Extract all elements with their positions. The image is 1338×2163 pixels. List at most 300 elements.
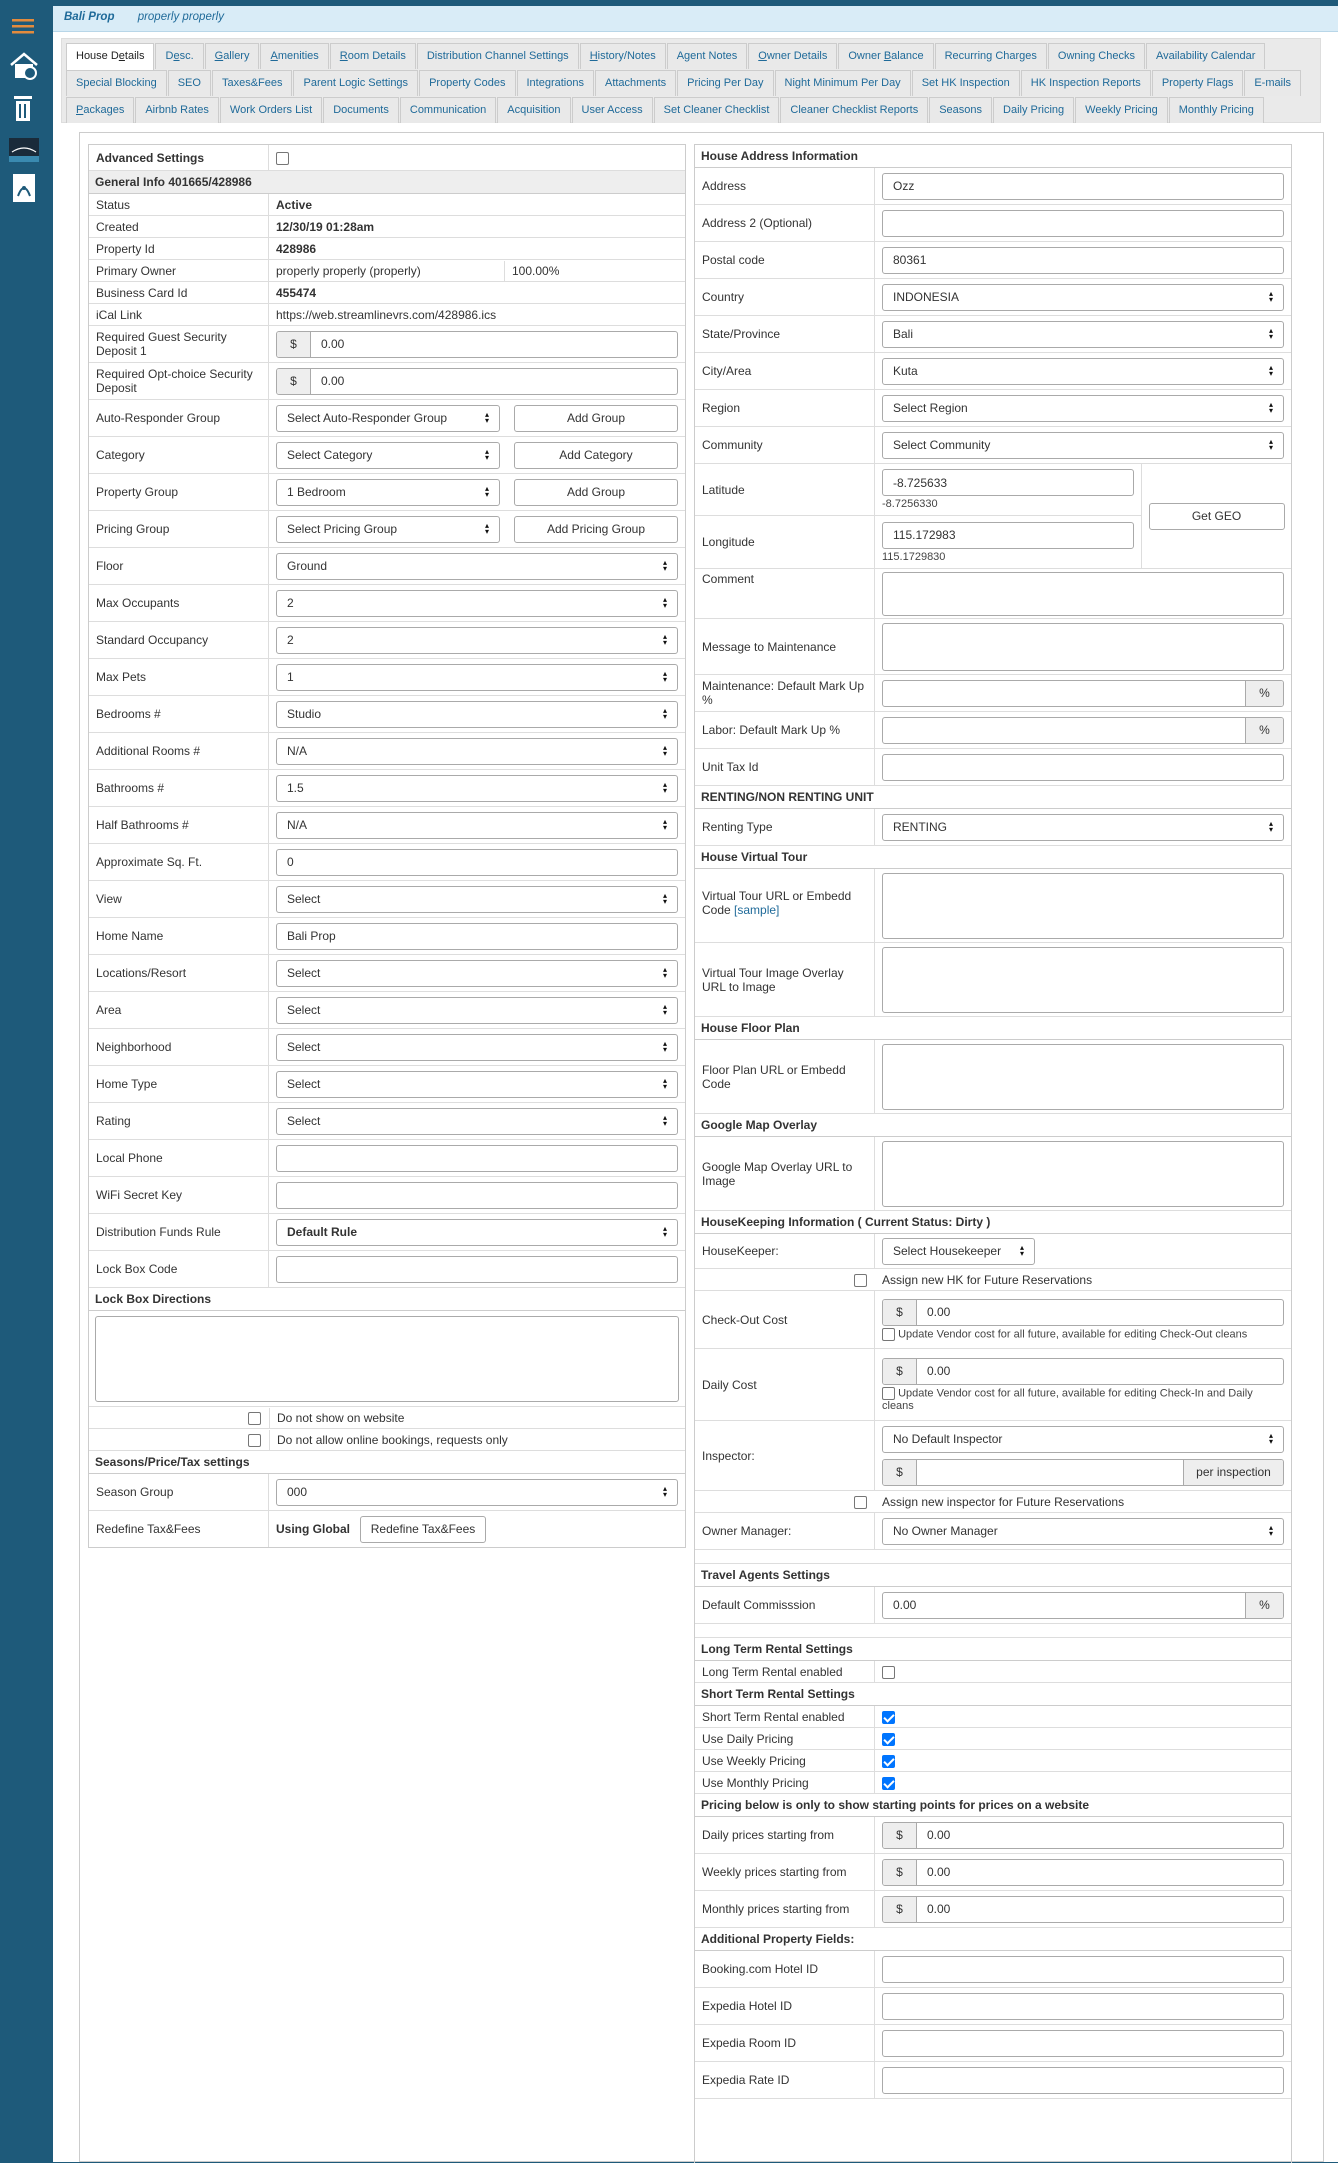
long-term-checkbox[interactable] <box>882 1666 895 1679</box>
area-label: Area <box>89 992 269 1028</box>
field-row-wifi-secret-key <box>89 1177 685 1214</box>
owner-name: properly properly <box>137 11 224 23</box>
field-row-floor <box>89 548 685 585</box>
category-value: Select Category <box>287 448 373 462</box>
percent-addon: % <box>1245 718 1283 743</box>
lock-box-code-input[interactable] <box>276 1256 678 1283</box>
floor-plan-textarea[interactable] <box>882 1044 1284 1110</box>
property-thumbnail-icon[interactable] <box>8 134 40 166</box>
tab-room-details[interactable]: Room Details <box>330 43 416 69</box>
maintenance-markup-input[interactable] <box>882 680 1284 707</box>
tab-set-hk-inspection[interactable]: Set HK Inspection <box>912 70 1020 96</box>
state-select[interactable] <box>882 321 1284 348</box>
max-occupants-select[interactable] <box>276 590 678 617</box>
tab-history-notes[interactable]: History/Notes <box>580 43 666 69</box>
tab-amenities[interactable]: Amenities <box>260 43 328 69</box>
general-info-header: General Info 401665/428986 <box>89 171 685 194</box>
rating-select[interactable] <box>276 1108 678 1135</box>
ical-label: iCal Link <box>89 304 269 325</box>
bedrooms-label: Bedrooms # <box>89 696 269 732</box>
seasons-header: Seasons/Price/Tax settings <box>89 1451 685 1474</box>
tab-distribution-channel-settings[interactable]: Distribution Channel Settings <box>417 43 579 69</box>
lock-box-code-label: Lock Box Code <box>89 1251 269 1287</box>
tab-cleaner-checklist-reports[interactable]: Cleaner Checklist Reports <box>780 97 928 123</box>
tab-bar <box>61 38 1321 123</box>
expedia-room-id-input[interactable] <box>882 2030 1284 2057</box>
tab-communication[interactable]: Communication <box>400 97 496 123</box>
currency-addon: $ <box>883 1300 917 1325</box>
tab-availability-calendar[interactable]: Availability Calendar <box>1146 43 1265 69</box>
lock-box-directions-textarea[interactable] <box>95 1316 679 1402</box>
longitude-precise: 115.1729830 <box>882 550 946 563</box>
long-term-header: Long Term Rental Settings <box>695 1638 1291 1661</box>
update-daily-checkbox[interactable] <box>882 1387 895 1400</box>
field-row-home-name <box>89 918 685 955</box>
auto-responder-group-value: Select Auto-Responder Group <box>287 411 448 425</box>
neighborhood-select[interactable] <box>276 1034 678 1061</box>
business-card-value: 455474 <box>276 285 317 300</box>
virtual-tour-sample-link[interactable]: [sample] <box>734 903 780 917</box>
checkout-cost-value: 0.00 <box>927 1305 951 1319</box>
google-map-header: Google Map Overlay <box>695 1114 1291 1137</box>
tab-house-details[interactable]: House Details <box>66 43 154 70</box>
use-weekly-pricing-checkbox[interactable] <box>882 1755 895 1768</box>
deposit1-input[interactable] <box>276 331 678 358</box>
deposit2-value: 0.00 <box>321 374 345 388</box>
city-value: Kuta <box>893 364 918 378</box>
status-value: Active <box>276 197 313 212</box>
currency-addon: $ <box>883 1460 917 1485</box>
pricing-note-header: Pricing below is only to show starting points for prices on a website <box>695 1794 1291 1817</box>
inspector-select[interactable] <box>882 1426 1284 1453</box>
comment-label: Comment <box>695 569 875 618</box>
advanced-settings-checkbox[interactable] <box>276 152 289 165</box>
title-bar <box>53 6 1338 32</box>
use-daily-pricing-label: Use Daily Pricing <box>695 1728 875 1749</box>
pricing-group-value: Select Pricing Group <box>287 522 398 536</box>
locations-resort-label: Locations/Resort <box>89 955 269 991</box>
field-row-home-type <box>89 1066 685 1103</box>
tab-seasons[interactable]: Seasons <box>929 97 992 123</box>
rating-value: Select <box>287 1114 321 1128</box>
no-online-bookings-label: Do not allow online bookings, requests only <box>269 1430 685 1450</box>
season-group-select[interactable] <box>276 1479 678 1506</box>
unit-tax-input[interactable] <box>882 754 1284 781</box>
distribution-funds-rule-value: Default Rule <box>287 1225 358 1239</box>
property-group-select[interactable] <box>276 479 500 506</box>
field-row-additional-rooms <box>89 733 685 770</box>
owner-percent: 100.00% <box>512 263 560 278</box>
approximate-sq-ft-input[interactable] <box>276 849 678 876</box>
get-geo-button[interactable]: Get GEO <box>1149 503 1285 530</box>
tab-recurring-charges[interactable]: Recurring Charges <box>935 43 1047 69</box>
tab-owner-balance[interactable]: Owner Balance <box>838 43 933 69</box>
longitude-input[interactable]: 115.172983 <box>882 522 1134 549</box>
expedia-room-id-label: Expedia Room ID <box>695 2025 875 2061</box>
assign-hk-checkbox[interactable] <box>854 1274 867 1287</box>
standard-occupancy-label: Standard Occupancy <box>89 622 269 658</box>
field-row-lock-box-code <box>89 1251 685 1288</box>
update-checkout-checkbox[interactable] <box>882 1328 895 1341</box>
virtual-tour-image-textarea[interactable] <box>882 947 1284 1013</box>
tab-seo[interactable]: SEO <box>168 70 211 96</box>
use-daily-pricing-checkbox[interactable] <box>882 1733 895 1746</box>
tab-acquisition[interactable]: Acquisition <box>497 97 570 123</box>
area-value: Select <box>287 1003 321 1017</box>
expedia-rate-id-input[interactable] <box>882 2067 1284 2094</box>
main-panel <box>53 6 1338 2162</box>
geo-block <box>695 464 1291 569</box>
advanced-settings-label: Advanced Settings <box>89 145 269 170</box>
weekly-start-input[interactable] <box>882 1859 1284 1886</box>
field-row-max-occupants <box>89 585 685 622</box>
update-checkout-label: Update Vendor cost for all future, available for editing Check-Out cleans <box>898 1327 1248 1340</box>
max-pets-value: 1 <box>287 670 294 684</box>
renting-type-select[interactable] <box>882 814 1284 841</box>
addr-value: Ozz <box>893 179 915 193</box>
pdf-icon[interactable] <box>8 172 40 204</box>
home-type-value: Select <box>287 1077 321 1091</box>
field-row-category <box>89 437 685 474</box>
bathrooms-label: Bathrooms # <box>89 770 269 806</box>
field-row-locations-resort <box>89 955 685 992</box>
floor-plan-label: Floor Plan URL or Embedd Code <box>695 1040 875 1113</box>
state-label: State/Province <box>695 316 875 352</box>
addr2-input[interactable] <box>882 210 1284 237</box>
use-weekly-pricing-label: Use Weekly Pricing <box>695 1750 875 1771</box>
inspector-value: No Default Inspector <box>893 1432 1003 1446</box>
field-row-local-phone <box>89 1140 685 1177</box>
do-not-show-label: Do not show on website <box>269 1408 685 1428</box>
google-map-label: Google Map Overlay URL to Image <box>695 1137 875 1210</box>
tab-weekly-pricing[interactable]: Weekly Pricing <box>1075 97 1168 123</box>
default-commission-label: Default Commisssion <box>695 1587 875 1623</box>
redefine-tax-button[interactable]: Redefine Tax&Fees <box>360 1516 486 1543</box>
postal-value: 80361 <box>893 253 927 267</box>
deposit2-input[interactable] <box>276 368 678 395</box>
approximate-sq-ft-value: 0 <box>287 855 294 869</box>
comm-value: Select Community <box>893 438 991 452</box>
addr-input[interactable] <box>882 173 1284 200</box>
tab-attachments[interactable]: Attachments <box>595 70 676 96</box>
distribution-funds-rule-select[interactable] <box>276 1219 678 1246</box>
field-row-standard-occupancy <box>89 622 685 659</box>
tab-desc[interactable]: Desc. <box>155 43 203 69</box>
max-occupants-label: Max Occupants <box>89 585 269 621</box>
address-header: House Address Information <box>695 145 1291 168</box>
field-row-bathrooms <box>89 770 685 807</box>
season-group-value: 000 <box>287 1485 308 1499</box>
travel-agents-header: Travel Agents Settings <box>695 1564 1291 1587</box>
standard-occupancy-value: 2 <box>287 633 294 647</box>
status-label: Status <box>89 194 269 215</box>
maintenance-message-textarea[interactable] <box>882 623 1284 671</box>
inspector-label: Inspector: <box>695 1421 875 1490</box>
right-column <box>694 144 1292 2163</box>
weekly-start-label: Weekly prices starting from <box>695 1854 875 1890</box>
tab-parent-logic-settings[interactable]: Parent Logic Settings <box>293 70 418 96</box>
locations-resort-value: Select <box>287 966 321 980</box>
tab-special-blocking[interactable]: Special Blocking <box>66 70 167 96</box>
left-column <box>88 144 686 1548</box>
latitude-label: Latitude <box>695 464 875 515</box>
tab-property-codes[interactable]: Property Codes <box>419 70 515 96</box>
category-label: Category <box>89 437 269 473</box>
tab-owner-details[interactable]: Owner Details <box>748 43 837 69</box>
daily-cost-label: Daily Cost <box>695 1349 875 1420</box>
region-select[interactable] <box>882 395 1284 422</box>
tab-pricing-per-day[interactable]: Pricing Per Day <box>677 70 773 96</box>
deposit1-value: 0.00 <box>321 337 345 351</box>
home-name-value: Bali Prop <box>287 929 336 943</box>
daily-cost-value: 0.00 <box>927 1364 951 1378</box>
tab-work-orders-list[interactable]: Work Orders List <box>220 97 322 123</box>
housekeeping-header: HouseKeeping Information ( Current Status: Dirty ) <box>695 1211 1291 1234</box>
renting-type-label: Renting Type <box>695 809 875 845</box>
default-commission-value: 0.00 <box>893 1598 917 1612</box>
tab-e-mails[interactable]: E-mails <box>1244 70 1301 96</box>
tab-set-cleaner-checklist[interactable]: Set Cleaner Checklist <box>654 97 780 123</box>
state-value: Bali <box>893 327 914 341</box>
use-monthly-pricing-label: Use Monthly Pricing <box>695 1772 875 1793</box>
expedia-rate-id-label: Expedia Rate ID <box>695 2062 875 2098</box>
field-row-property-group <box>89 474 685 511</box>
renting-header: RENTING/NON RENTING UNIT <box>695 786 1291 809</box>
tab-daily-pricing[interactable]: Daily Pricing <box>993 97 1074 123</box>
add-group-button[interactable]: Add Group <box>514 405 678 432</box>
addr-label: Address <box>695 168 875 204</box>
postal-input[interactable] <box>882 247 1284 274</box>
longitude-label: Longitude <box>695 516 875 568</box>
pricing-group-select[interactable] <box>276 516 500 543</box>
rating-label: Rating <box>89 1103 269 1139</box>
tab-airbnb-rates[interactable]: Airbnb Rates <box>135 97 219 123</box>
bedrooms-value: Studio <box>287 707 322 721</box>
tab-user-access[interactable]: User Access <box>572 97 653 123</box>
home-type-label: Home Type <box>89 1066 269 1102</box>
housekeeper-value: Select Housekeeper <box>893 1244 1002 1258</box>
view-label: View <box>89 881 269 917</box>
area-select[interactable] <box>276 997 678 1024</box>
assign-inspector-label: Assign new inspector for Future Reservations <box>882 1494 1125 1509</box>
approximate-sq-ft-label: Approximate Sq. Ft. <box>89 844 269 880</box>
neighborhood-label: Neighborhood <box>89 1029 269 1065</box>
long-term-label: Long Term Rental enabled <box>695 1661 875 1682</box>
virtual-tour-textarea[interactable] <box>882 873 1284 939</box>
expedia-hotel-id-input[interactable] <box>882 1993 1284 2020</box>
tab-hk-inspection-reports[interactable]: HK Inspection Reports <box>1021 70 1151 96</box>
house-details-form <box>79 132 1324 2162</box>
auto-responder-group-select[interactable] <box>276 405 500 432</box>
virtual-tour-image-label: Virtual Tour Image Overlay URL to Image <box>695 943 875 1016</box>
monthly-start-input[interactable] <box>882 1896 1284 1923</box>
unit-tax-label: Unit Tax Id <box>695 749 875 785</box>
expedia-hotel-id-label: Expedia Hotel ID <box>695 1988 875 2024</box>
no-online-bookings-checkbox[interactable] <box>248 1434 261 1447</box>
max-pets-select[interactable] <box>276 664 678 691</box>
currency-addon: $ <box>277 332 311 357</box>
addr2-label: Address 2 (Optional) <box>695 205 875 241</box>
comm-label: Community <box>695 427 875 463</box>
home-type-select[interactable] <box>276 1071 678 1098</box>
city-select[interactable] <box>882 358 1284 385</box>
comm-select[interactable] <box>882 432 1284 459</box>
property-name: Bali Prop <box>64 11 115 23</box>
currency-addon: $ <box>883 1860 917 1885</box>
home-name-label: Home Name <box>89 918 269 954</box>
distribution-funds-rule-label: Distribution Funds Rule <box>89 1214 269 1250</box>
virtual-tour-label: Virtual Tour URL or Embedd Code <box>702 889 852 917</box>
add-category-button[interactable]: Add Category <box>514 442 678 469</box>
created-label: Created <box>89 216 269 237</box>
locations-resort-select[interactable] <box>276 960 678 987</box>
short-term-label: Short Term Rental enabled <box>695 1706 875 1727</box>
bathrooms-select[interactable] <box>276 775 678 802</box>
assign-inspector-checkbox[interactable] <box>854 1496 867 1509</box>
weekly-start-value: 0.00 <box>927 1865 951 1879</box>
wifi-secret-key-input[interactable] <box>276 1182 678 1209</box>
redefine-tax-label: Redefine Tax&Fees <box>89 1511 269 1547</box>
housekeeper-select[interactable] <box>882 1238 1035 1265</box>
lock-box-directions-header: Lock Box Directions <box>89 1288 685 1311</box>
tab-documents[interactable]: Documents <box>323 97 399 123</box>
additional-fields-header: Additional Property Fields: <box>695 1928 1291 1951</box>
menu-icon[interactable] <box>8 10 40 42</box>
home-icon[interactable] <box>8 50 40 82</box>
field-row-pricing-group <box>89 511 685 548</box>
default-commission-input[interactable] <box>882 1592 1284 1619</box>
property-id-label: Property Id <box>89 238 269 259</box>
currency-addon: $ <box>883 1359 917 1384</box>
postal-label: Postal code <box>695 242 875 278</box>
tab-taxes-fees[interactable]: Taxes&Fees <box>212 70 293 96</box>
housekeeper-label: HouseKeeper: <box>695 1234 875 1268</box>
local-phone-label: Local Phone <box>89 1140 269 1176</box>
local-phone-input[interactable] <box>276 1145 678 1172</box>
field-row-approximate-sq-ft <box>89 844 685 881</box>
inspection-cost-input[interactable] <box>882 1459 1284 1486</box>
property-group-label: Property Group <box>89 474 269 510</box>
monthly-start-label: Monthly prices starting from <box>695 1891 875 1927</box>
half-bathrooms-label: Half Bathrooms # <box>89 807 269 843</box>
wifi-secret-key-label: WiFi Secret Key <box>89 1177 269 1213</box>
field-row-view <box>89 881 685 918</box>
country-select[interactable] <box>882 284 1284 311</box>
primary-owner-value: properly properly (properly) <box>269 261 505 281</box>
tab-property-flags[interactable]: Property Flags <box>1152 70 1244 96</box>
field-row-rating <box>89 1103 685 1140</box>
country-value: INDONESIA <box>893 290 960 304</box>
add-pricing-group-button[interactable]: Add Pricing Group <box>514 516 678 543</box>
monthly-start-value: 0.00 <box>927 1902 951 1916</box>
property-id-value: 428986 <box>276 241 317 256</box>
maintenance-message-label: Message to Maintenance <box>695 619 875 674</box>
view-value: Select <box>287 892 321 906</box>
standard-occupancy-select[interactable] <box>276 627 678 654</box>
renting-type-value: RENTING <box>893 820 947 834</box>
maintenance-markup-label: Maintenance: Default Mark Up % <box>695 675 875 711</box>
left-rail <box>0 0 52 2162</box>
tab-packages[interactable]: Packages <box>66 97 134 123</box>
floor-plan-header: House Floor Plan <box>695 1017 1291 1040</box>
checkout-cost-label: Check-Out Cost <box>695 1291 875 1348</box>
per-inspection-addon: per inspection <box>1183 1460 1283 1485</box>
field-row-half-bathrooms <box>89 807 685 844</box>
tab-monthly-pricing[interactable]: Monthly Pricing <box>1169 97 1264 123</box>
category-select[interactable] <box>276 442 500 469</box>
tab-integrations[interactable]: Integrations <box>517 70 594 96</box>
tab-gallery[interactable]: Gallery <box>205 43 260 69</box>
daily-start-value: 0.00 <box>927 1828 951 1842</box>
labor-markup-label: Labor: Default Mark Up % <box>695 712 875 748</box>
max-occupants-value: 2 <box>287 596 294 610</box>
business-card-label: Business Card Id <box>89 282 269 303</box>
field-row-max-pets <box>89 659 685 696</box>
google-map-textarea[interactable] <box>882 1141 1284 1207</box>
city-label: City/Area <box>695 353 875 389</box>
add-group-button[interactable]: Add Group <box>514 479 678 506</box>
daily-start-label: Daily prices starting from <box>695 1817 875 1853</box>
trash-icon[interactable] <box>8 92 40 124</box>
season-group-label: Season Group <box>89 1474 269 1510</box>
short-term-checkbox[interactable] <box>882 1711 895 1724</box>
latitude-input[interactable]: -8.725633 <box>882 469 1134 496</box>
bedrooms-select[interactable] <box>276 701 678 728</box>
tab-owning-checks[interactable]: Owning Checks <box>1048 43 1145 69</box>
field-row-distribution-funds-rule <box>89 1214 685 1251</box>
assign-hk-label: Assign new HK for Future Reservations <box>882 1272 1093 1287</box>
additional-rooms-select[interactable] <box>276 738 678 765</box>
currency-addon: $ <box>883 1897 917 1922</box>
virtual-tour-header: House Virtual Tour <box>695 846 1291 869</box>
home-name-input[interactable] <box>276 923 678 950</box>
checkout-cost-input[interactable] <box>882 1299 1284 1326</box>
country-label: Country <box>695 279 875 315</box>
field-row-auto-responder-group <box>89 400 685 437</box>
field-row-neighborhood <box>89 1029 685 1066</box>
owner-manager-select[interactable] <box>882 1518 1284 1545</box>
floor-value: Ground <box>287 559 328 573</box>
floor-select[interactable] <box>276 553 678 580</box>
tab-night-minimum-per-day[interactable]: Night Minimum Per Day <box>775 70 911 96</box>
booking-hotel-id-label: Booking.com Hotel ID <box>695 1951 875 1987</box>
currency-addon: $ <box>883 1823 917 1848</box>
tab-agent-notes[interactable]: Agent Notes <box>667 43 748 69</box>
additional-rooms-value: N/A <box>287 744 308 758</box>
additional-rooms-label: Additional Rooms # <box>89 733 269 769</box>
comment-textarea[interactable] <box>882 572 1284 616</box>
do-not-show-checkbox[interactable] <box>248 1412 261 1425</box>
half-bathrooms-value: N/A <box>287 818 308 832</box>
deposit2-label: Required Opt-choice Security Deposit <box>89 363 269 399</box>
booking-hotel-id-input[interactable] <box>882 1956 1284 1983</box>
max-pets-label: Max Pets <box>89 659 269 695</box>
deposit1-label: Required Guest Security Deposit 1 <box>89 326 269 362</box>
labor-markup-input[interactable] <box>882 717 1284 744</box>
region-label: Region <box>695 390 875 426</box>
use-monthly-pricing-checkbox[interactable] <box>882 1777 895 1790</box>
daily-start-input[interactable] <box>882 1822 1284 1849</box>
daily-cost-input[interactable] <box>882 1358 1284 1385</box>
created-value: 12/30/19 01:28am <box>276 219 375 234</box>
half-bathrooms-select[interactable] <box>276 812 678 839</box>
currency-addon: $ <box>277 369 311 394</box>
short-term-header: Short Term Rental Settings <box>695 1683 1291 1706</box>
percent-addon: % <box>1245 1593 1283 1618</box>
latitude-precise: -8.7256330 <box>882 498 938 510</box>
view-select[interactable] <box>276 886 678 913</box>
ical-link[interactable]: https://web.streamlinevrs.com/428986.ics <box>276 307 497 322</box>
